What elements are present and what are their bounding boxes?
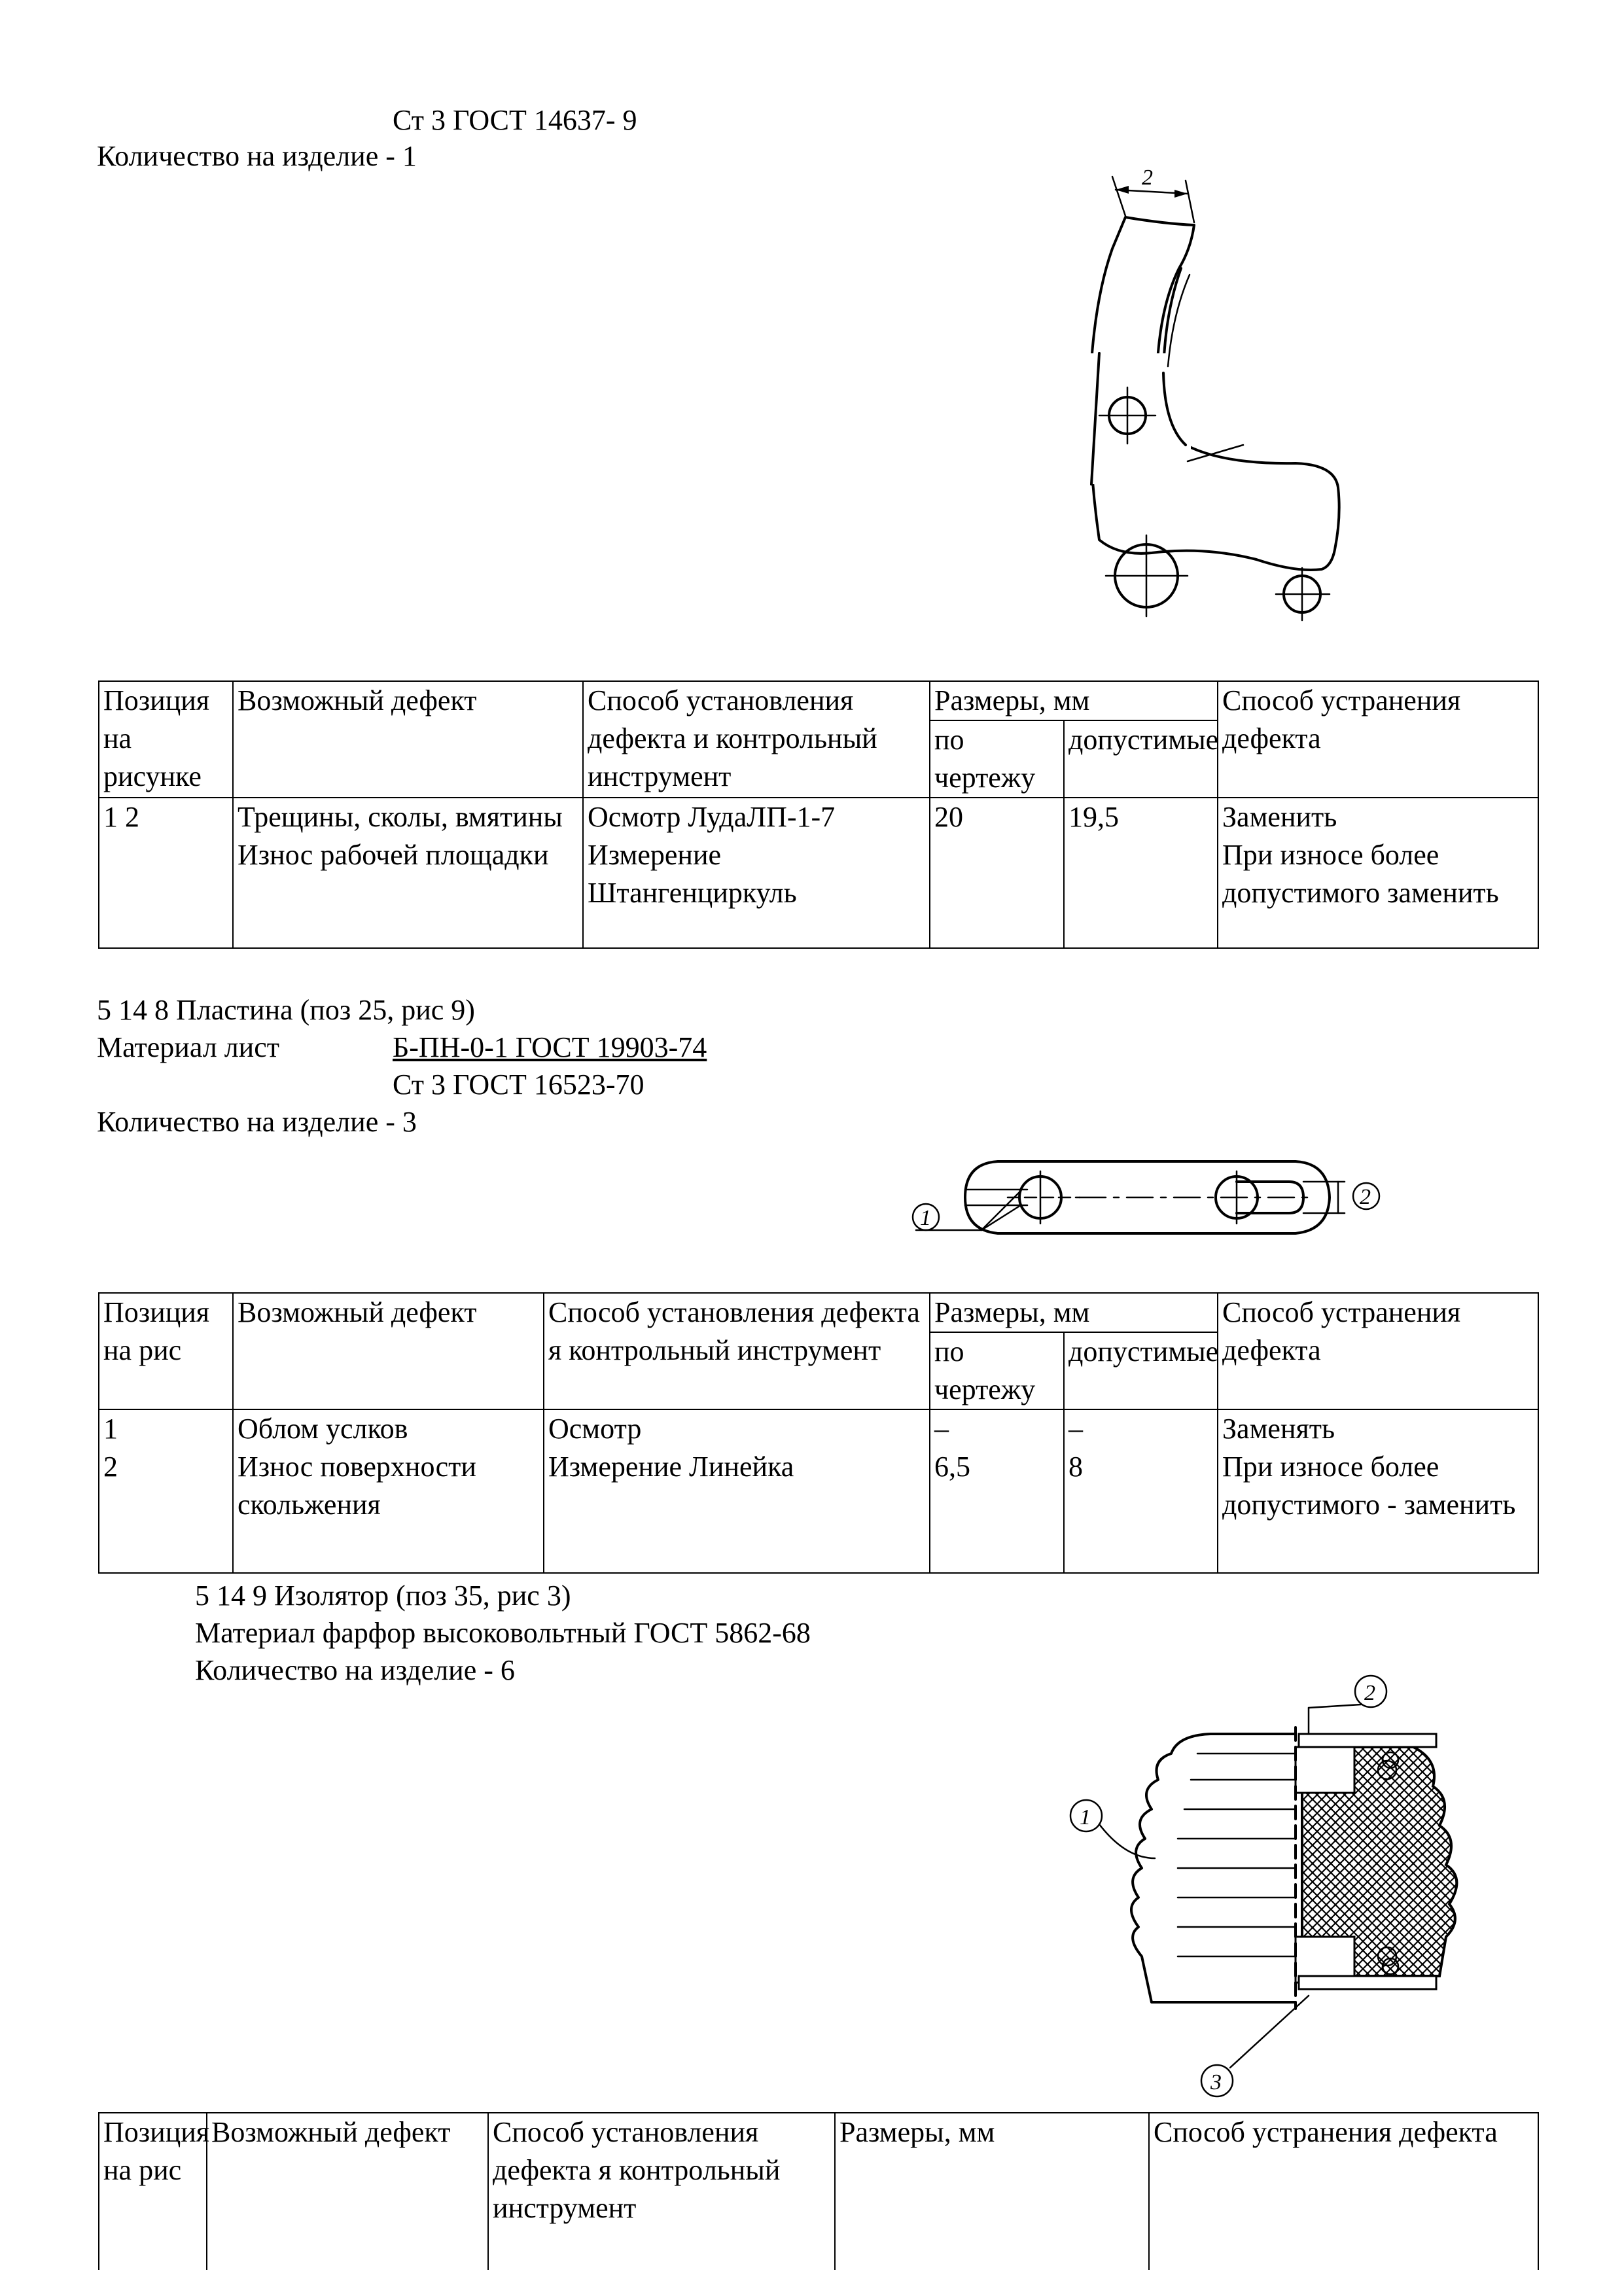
insulator-label-1: 1 [1080,1805,1091,1829]
header-sizes: Размеры, мм [835,2113,1149,2270]
cell-position: 1 2 [99,798,233,948]
cell-fix: Заменить При износе более допустимого заменить [1218,798,1538,948]
cell-method: Осмотр ЛудаЛП-1-7 Измерение Штангенциркуль [583,798,930,948]
plate-label-2: 2 [1360,1185,1371,1209]
header-drawing: по чертежу [930,1332,1064,1409]
material-value-2: Ст 3 ГОСТ 16523-70 [393,1069,644,1101]
cell-allowed: – 8 [1064,1409,1218,1573]
cell-defect: Трещины, сколы, вмятины Износ рабочей площадки [233,798,583,948]
header-allowed: допустимые [1064,720,1218,798]
header-position: Позиция на рис [99,2113,207,2270]
header-fix: Способ устранения дефекта [1149,2113,1538,2270]
quantity-text-3: Количество на изделие - 6 [195,1654,515,1686]
dim-label: 2 [1142,166,1153,190]
lever-real-holes [1008,157,1374,654]
header-fix: Способ устранения дефекта [1218,1293,1538,1409]
header-position: Позиция на рисунке [99,681,233,798]
material-label: Материал лист [97,1031,279,1063]
header-method: Способ установления дефекта я контрольный инструмент [488,2113,835,2270]
header-allowed: допустимые [1064,1332,1218,1409]
header-method: Способ установления дефекта и контрольный инструмент [583,681,930,798]
defects-table-3 [98,2112,1539,2270]
quantity-text: Количество на изделие - 1 [97,140,417,172]
quantity-text-2: Количество на изделие - 3 [97,1106,417,1138]
middle-large-hole [1106,535,1188,616]
plate-label-1: 1 [920,1206,931,1230]
defects-table-2 [98,1292,1539,1574]
insulator-label-3: 3 [1210,2070,1222,2094]
header-defect: Возможный дефект [207,2113,488,2270]
cell-drawing: 20 [930,798,1064,948]
cell-fix: Заменять При износе более допустимого - заменить [1218,1409,1538,1573]
cell-allowed: 19,5 [1064,798,1218,948]
material-value-1: Б-ПН-0-1 ГОСТ 19903-74 [393,1031,707,1063]
header-method: Способ установления дефекта я контрольный инструмент [544,1293,930,1409]
header-fix: Способ устранения дефекта [1218,681,1538,798]
section-title-plate: 5 14 8 Пластина (поз 25, рис 9) [97,994,475,1026]
upper-small-hole [1099,387,1156,444]
cell-position: 1 2 [99,1409,233,1573]
section-title-insulator: 5 14 9 Изолятор (поз 35, рис 3) [195,1580,571,1612]
right-small-hole [1276,568,1330,620]
cell-drawing: – 6,5 [930,1409,1064,1573]
cell-method: Осмотр Измерение Линейка [544,1409,930,1573]
header-sizes: Размеры, мм [930,681,1218,720]
cell-defect: Облом услков Износ поверхности скольжения [233,1409,544,1573]
material-text-3: Материал фарфор высоковольтный ГОСТ 5862-68 [195,1617,811,1649]
header-drawing: по чертежу [930,720,1064,798]
header-defect: Возможный дефект [233,681,583,798]
insulator-label-2: 2 [1364,1681,1375,1705]
plate-drawing [896,1139,1394,1256]
insulator-drawing [1047,1662,1518,2107]
header-sizes: Размеры, мм [930,1293,1218,1332]
defects-table-1 [98,680,1539,949]
header-defect: Возможный дефект [233,1293,544,1409]
material-line: Ст 3 ГОСТ 14637- 9 [393,104,637,136]
header-position: Позиция на рис [99,1293,233,1409]
